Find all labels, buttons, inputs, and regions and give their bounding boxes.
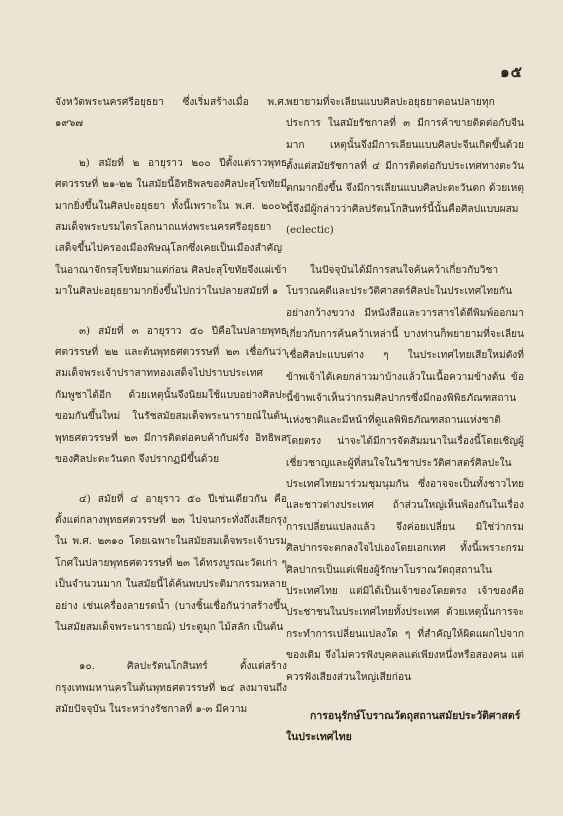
paragraph-period-3: ๓) สมัยที่ ๓ อายุราว ๕๐ ปีคือในปลายพุทธศตวรรษที่ ๒๒ และต้นพุทธศตวรรษที่ ๒๓ เชื่อกันว่าสมเด็จพระเจ้าปราสาททองเสด็จไปปราบประเทศกัมพูชาได้อีก ด้วยเหตุนั้นจึงนิยมใช้แบบอย่างศิลปะขอมกันขึ้นใหม่ ในรัชสมัยสมเด็จพระนารายณ์ในต้นพุทธศตวรรษที่ ๒๓ มีการติดต่อคบค้ากับฝรั่ง อิทธิพลของศิลปะตะวันตก จึงปรากฏมีขึ้นด้วย — [55, 325, 287, 466]
paragraph-rattanakosin-art: ๑๐. ศิลปะรัตนโกสินทร์ ตั้งแต่สร้างกรุงเทพมหานครในต้นพุทธศตวรรษที่ ๒๔ ลงมาจนถึงสมัยปัจจุบัน ในระหว่างรัชกาลที่ ๑-๓ มีความ — [55, 661, 287, 716]
left-column — [55, 92, 287, 721]
paragraph-period-4: ๔) สมัยที่ ๔ อายุราว ๕๐ ปีเช่นเดียวกัน คือตั้งแต่กลางพุทธศตวรรษที่ ๒๓ ไปจนกระทั่งถึงเสียกรุงใน พ.ศ. ๒๓๑๐ โดยเฉพาะในสมัยสมเด็จพระเจ้าบรมโกศในปลายพุทธศตวรรษที่ ๒๓ ได้ทรงบูรณะวัดเก่า ๆ เป็นจำนวนมาก ในสมัยนี้ได้ค้นพบประติมากรรมหลายอย่าง เช่นเครื่องลายรดน้ำ (บางชิ้นเชื่อกันว่าสร้างขึ้นในสมัยสมเด็จพระนารายณ์) ประตูมุก ไม้สลัก เป็นต้น — [55, 493, 287, 633]
paragraph-period-2: ๒) สมัยที่ ๒ อายุราว ๒๐๐ ปีตั้งแต่ราวพุทธศตวรรษที่ ๒๑-๒๒ ในสมัยนี้อิทธิพลของศิลปะสุโขทัยมีมากยิ่งขึ้นในศิลปะอยุธยา ทั้งนี้เพราะใน พ.ศ. ๒๐๐๖ สมเด็จพระบรมไตรโลกนาถแห่งพระนครศรีอยุธยาเสด็จขึ้นไปครองเมืองพิษณุโลกซึ่งเคยเป็นเมืองสำคัญในอาณาจักรสุโขทัยมาแต่ก่อน ศิลปะสุโขทัยจึงแผ่เข้ามาในศิลปะอยุธยามากยิ่งขึ้นไปกว่าในปลายสมัยที่ ๑ — [55, 157, 287, 298]
page-number: ๑๕ — [500, 63, 523, 81]
paragraph-present-day-research: ในปัจจุบันได้มีการสนใจค้นคว้าเกี่ยวกับวิชาโบราณคดีและประวัติศาสตร์ศิลปะในประเทศไทยกันอย่างกว้างขวาง มีหนังสือและวารสารได้ตีพิมพ์ออกมาเกี่ยวกับการค้นคว้าเหล่านี้ บางท่านก็พยายามที่จะเลียนเชื่อศิลปะแบบต่าง ๆ ในประเทศไทยเสียใหม่ดังที่ข้าพเจ้าได้เคยกล่าวมาบ้างแล้วในเนื้อความข้างต้น ข้อนี้ข้าพเจ้าเห็นว่ากรมศิลปากรซึ่งมีกองพิพิธภัณฑสถานแห่งชาติและมีหน้าที่ดูแลพิพิธภัณฑสถานแห่งชาติโดยตรง น่าจะได้มีการจัดสัมมนาในเรื่องนี้โดยเชิญผู้เชี่ยวชาญและผู้ที่สนใจในวิชาประวัติศาสตร์ศิลปะในประเทศไทยมาร่วมชุมนุมกัน ซึ่งอาจจะเป็นทั้งชาวไทยและชาวต่างประเทศ ถ้าส่วนใหญ่เห็นพ้องกันในเรื่องการเปลี่ยนแปลงแล้ว จึงค่อยเปลี่ยน มิใช่ว่ากรมศิลปากรจะตกลงใจไปเองโดยเอกเทศ ทั้งนี้เพราะกรมศิลปากรเป็นแต่เพียงผู้รักษาโบราณวัตถุสถานในประเทศไทย แต่มิได้เป็นเจ้าของโดยตรง เจ้าของคือประชาชนในประเทศไทยทั้งประเทศ ด้วยเหตุนั้นการจะกระทำการเปลี่ยนแปลงใด ๆ ที่สำคัญให้ผิดแผกไปจากของเดิม จึงไม่ควรฟังบุคคลแต่เพียงหนึ่งหรือสองคน แต่ควรฟังเสียงส่วนใหญ่เสียก่อน — [286, 264, 524, 683]
paragraph-rattanakosin-continued: พยายามที่จะเลียนแบบศิลปะอยุธยาตอนปลายทุกประการ ในสมัยรัชกาลที่ ๓ มีการค้าขายติดต่อกับจีนมาก เหตุนั้นจึงมีการเลียนแบบศิลปะจีนเกิดขึ้นด้วย ตั้งแต่สมัยรัชกาลที่ ๔ มีการติดต่อกับประเทศทางตะวันตกมากยิ่งขึ้น จึงมีการเลียนแบบศิลปะตะวันตก ด้วยเหตุนี้จึงมีผู้กล่าวว่าศิลปรัตนโกสินทร์นี้นั้นคือศิลปแบบผสม (eclectic) — [286, 97, 524, 237]
section-heading-conservation: การอนุรักษ์โบราณวัตถุสถานสมัยประวัติศาสตร์ในประเทศไทย — [286, 709, 521, 744]
right-column — [286, 92, 524, 749]
paragraph-ayutthaya-founding: จังหวัดพระนครศรีอยุธยา ซึ่งเริ่มสร้างเมื่อ พ.ศ. ๑๙๖๗ — [55, 97, 287, 130]
